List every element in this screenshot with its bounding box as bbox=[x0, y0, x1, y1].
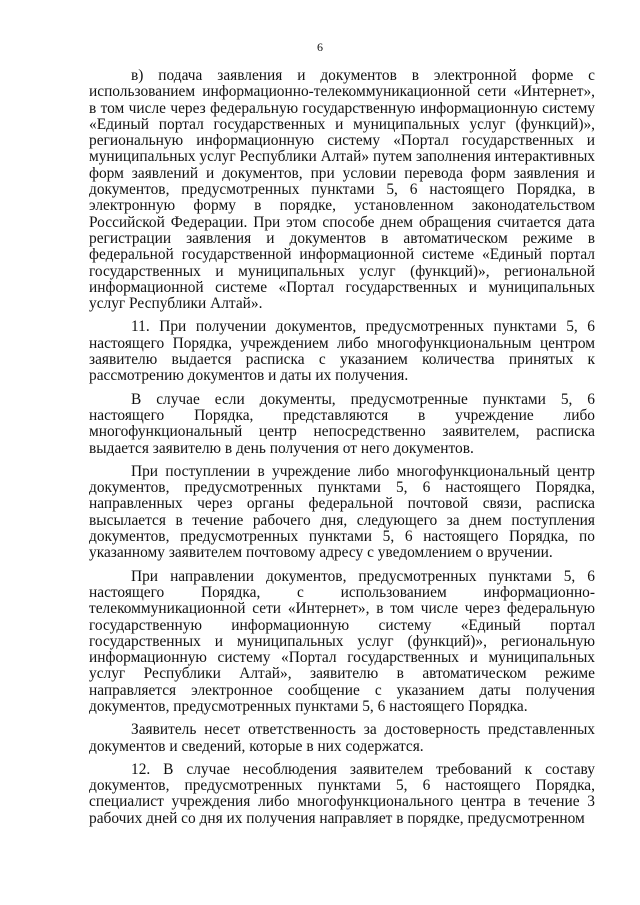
paragraph-in-person-submission: В случае если документы, предусмотренные пунктами 5, 6 настоящего Порядка, представляются в учреждение либо многофункциональный центр непосредственно заявителем, расписка выдается заявителю в день получения от него документов. bbox=[89, 390, 595, 457]
paragraph-electronic-submission: в) подача заявления и документов в электронной форме с использованием информационно-телекоммуникационной сети «Интернет», в том числе через федеральную государственную информационную систему «Единый портал государственных и муниципальных услуг (функций)», региональную информационную систему «Портал государственных и муниципальных услуг Республики Алтай» путем заполнения интерактивных форм заявлений и документов, при условии перевода форм заявления и документов, предусмотренных пунктами 5, 6 настоящего Порядка, в электронную форму в порядке, установленном законодательством Российской Федерации. При этом способе днем обращения считается дата регистрации заявления и документов в автоматическом режиме в федеральной государственной информационной системе «Единый портал государственных и муниципальных услуг (функций)», региональной информационной системе «Портал государственных и муниципальных услуг Республики Алтай». bbox=[89, 67, 595, 313]
paragraph-item-11-receipt: 11. При получении документов, предусмотренных пунктами 5, 6 настоящего Порядка, учреждением либо многофункциональным центром заявителю выдается расписка с указанием количества принятых к рассмотрению документов и даты их получения. bbox=[89, 318, 595, 385]
paragraph-item-12-noncompliance: 12. В случае несоблюдения заявителем требований к составу документов, предусмотренных пунктами 5, 6 настоящего Порядка, специалист учреждения либо многофункционального центра в течение 3 рабочих дней со дня их получения направляет в порядке, предусмотренном bbox=[89, 760, 595, 827]
paragraph-internet-submission: При направлении документов, предусмотренных пунктами 5, 6 настоящего Порядка, с использованием информационно-телекоммуникационной сети «Интернет», в том числе через федеральную государственную информационную систему «Единый портал государственных и муниципальных услуг (функций)», региональную информационную систему «Портал государственных и муниципальных услуг Республики Алтай», заявителю в автоматическом режиме направляется электронное сообщение с указанием даты получения документов, предусмотренных пунктами 5, 6 настоящего Порядка. bbox=[89, 567, 595, 715]
page-number: 6 bbox=[317, 40, 323, 54]
paragraph-applicant-responsibility: Заявитель несет ответственность за достоверность представленных документов и сведений, которые в них содержатся. bbox=[89, 721, 595, 755]
document-body bbox=[89, 68, 595, 827]
paragraph-postal-submission: При поступлении в учреждение либо многофункциональный центр документов, предусмотренных пунктами 5, 6 настоящего Порядка, направленных через органы федеральной почтовой связи, расписка высылается в течение рабочего дня, следующего за днем поступления документов, предусмотренных пунктами 5, 6 настоящего Порядка, по указанному заявителем почтовому адресу с уведомлением о вручении. bbox=[89, 462, 595, 562]
